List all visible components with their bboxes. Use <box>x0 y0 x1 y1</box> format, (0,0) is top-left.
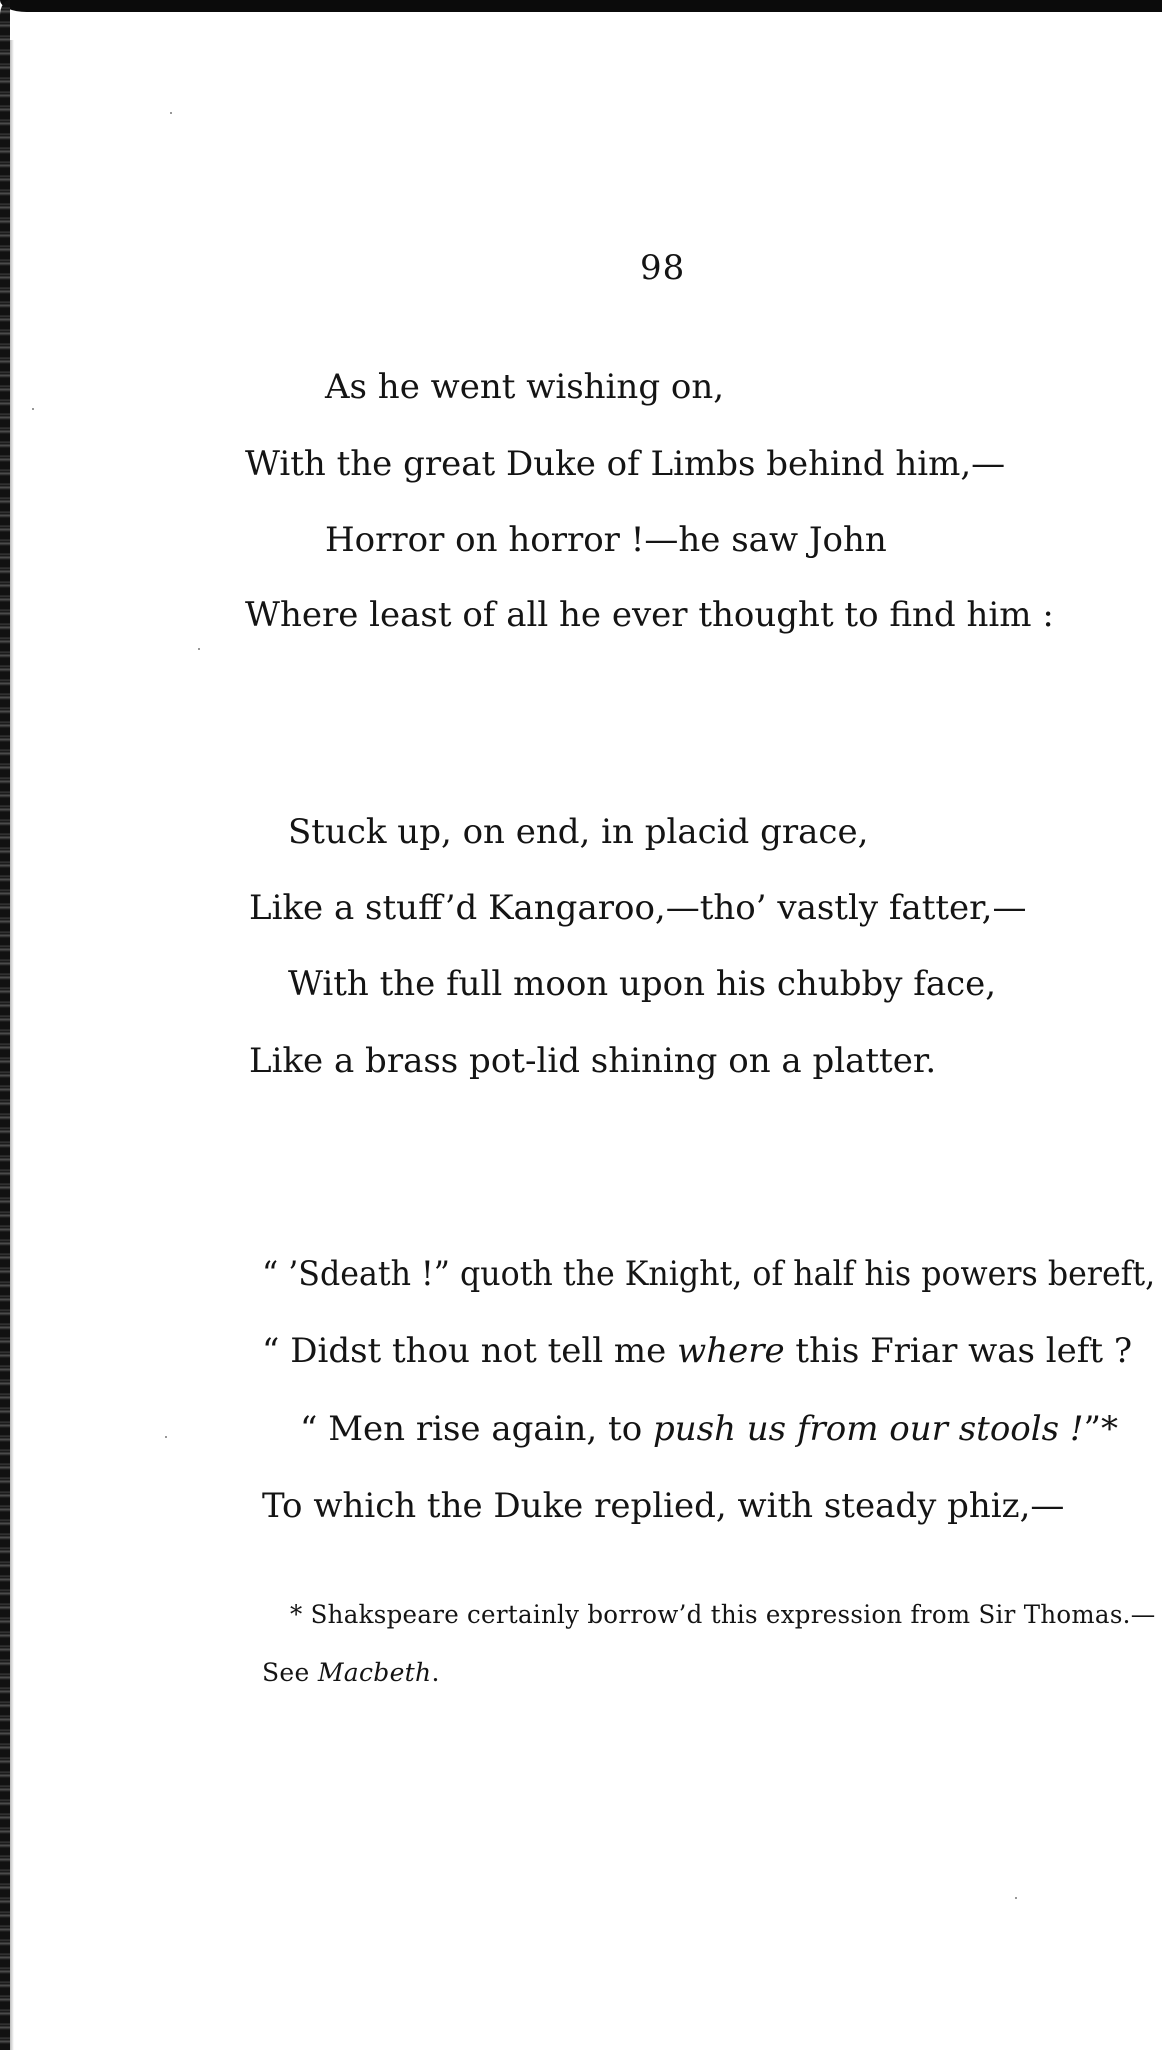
verse-text: this Friar was left ? <box>784 1331 1133 1371</box>
footnote-emphasis: Macbeth <box>317 1658 432 1687</box>
verse-line: Like a brass pot-lid shining on a platter. <box>249 1041 937 1081</box>
verse-text: ”* <box>1083 1409 1118 1449</box>
verse-line: Where least of all he ever thought to find him : <box>245 595 1054 635</box>
emphasis-text: where <box>677 1331 785 1371</box>
page-number: 98 <box>640 248 686 288</box>
verse-text: “ Men rise again, to <box>300 1409 653 1449</box>
footnote-line: * Shakspeare certainly borrow’d this expression from Sir Thomas.— <box>290 1600 1156 1629</box>
footnote-text: . <box>431 1658 440 1687</box>
verse-line: With the great Duke of Limbs behind him,— <box>245 444 1006 484</box>
verse-line <box>262 1331 1133 1371</box>
verse-line: Horror on horror !—he saw John <box>325 520 887 560</box>
footnote-text: See <box>262 1658 318 1687</box>
verse-line: As he went wishing on, <box>325 367 725 407</box>
verse-line: “ ’Sdeath !” quoth the Knight, of half his powers bereft, <box>262 1254 1156 1294</box>
verse-line: With the full moon upon his chubby face, <box>288 964 997 1004</box>
verse-line: To which the Duke replied, with steady phiz,— <box>262 1486 1065 1526</box>
verse-text: “ Didst thou not tell me <box>262 1331 678 1371</box>
verse-line: Like a stuff’d Kangaroo,—tho’ vastly fatter,— <box>249 888 1027 928</box>
verse-line: Stuck up, on end, in placid grace, <box>288 812 869 852</box>
verse-line <box>300 1409 1118 1449</box>
emphasis-text: push us from our stools ! <box>652 1409 1084 1449</box>
footnote-line <box>262 1660 440 1685</box>
